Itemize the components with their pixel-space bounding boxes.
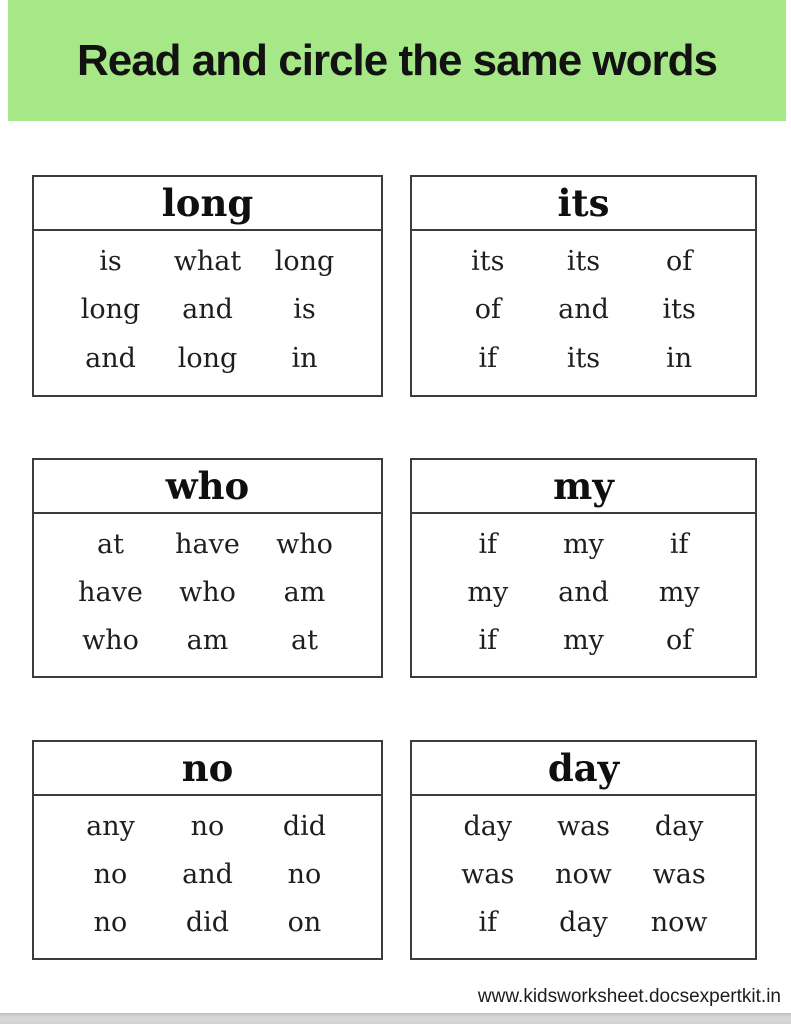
word-cell[interactable]: long [274, 245, 335, 277]
word-cell[interactable]: have [175, 528, 240, 560]
word-cell[interactable]: in [291, 343, 318, 375]
word-cell[interactable]: was [556, 810, 611, 842]
word-cell[interactable]: day [463, 810, 513, 842]
word-cell[interactable]: is [293, 294, 316, 326]
title-banner [8, 0, 786, 121]
word-cell[interactable]: who [179, 576, 236, 608]
word-cell[interactable]: if [478, 528, 498, 560]
word-cell[interactable]: and [182, 294, 233, 326]
target-word-no: no [34, 742, 381, 796]
word-cell[interactable]: of [666, 624, 693, 656]
target-word-my: my [412, 460, 755, 514]
word-cell[interactable]: and [558, 576, 609, 608]
word-cell[interactable]: long [177, 343, 238, 375]
word-cell[interactable]: in [666, 343, 693, 375]
word-cell[interactable]: long [80, 294, 141, 326]
word-cell[interactable]: no [93, 906, 128, 938]
word-cell[interactable]: am [186, 624, 229, 656]
target-word-long: long [34, 177, 381, 231]
target-word-day: day [412, 742, 755, 796]
word-cell[interactable]: did [185, 906, 230, 938]
word-cell[interactable]: if [478, 906, 498, 938]
word-cell[interactable]: of [474, 294, 501, 326]
word-cell[interactable]: at [97, 528, 124, 560]
word-cell[interactable]: and [182, 858, 233, 890]
word-cell[interactable]: on [287, 906, 322, 938]
word-cell[interactable]: is [99, 245, 122, 277]
word-cell[interactable]: my [467, 576, 509, 608]
word-box-long [32, 175, 383, 397]
word-cell[interactable]: what [173, 245, 242, 277]
word-box-day [410, 740, 757, 960]
footer-url: www.kidsworksheet.docsexpertkit.in [477, 986, 781, 1007]
word-cell[interactable]: am [283, 576, 326, 608]
word-grid-day [412, 796, 755, 958]
page-edge-strip [0, 1013, 791, 1024]
word-cell[interactable]: day [654, 810, 704, 842]
word-cell[interactable]: who [276, 528, 333, 560]
word-cell[interactable]: and [85, 343, 136, 375]
word-cell[interactable]: if [478, 343, 498, 375]
word-cell[interactable]: my [563, 624, 604, 656]
page-title: Read and circle the same words [76, 35, 718, 85]
word-cell[interactable]: day [559, 906, 608, 938]
word-cell[interactable]: have [78, 576, 143, 608]
word-cell[interactable]: my [658, 576, 700, 608]
word-grid-its [412, 231, 755, 395]
target-word-who: who [34, 460, 381, 514]
word-cell[interactable]: its [662, 294, 696, 326]
word-grid-no [34, 796, 381, 958]
word-cell[interactable]: now [555, 858, 612, 890]
word-grid-my [412, 514, 755, 676]
word-grid-long [34, 231, 381, 395]
word-box-who [32, 458, 383, 678]
target-word-its: its [412, 177, 755, 231]
word-cell[interactable]: now [650, 906, 708, 938]
word-cell[interactable]: if [669, 528, 689, 560]
word-cell[interactable]: its [566, 245, 601, 277]
word-cell[interactable]: at [291, 624, 318, 656]
word-cell[interactable]: and [558, 294, 609, 326]
word-cell[interactable]: my [563, 528, 604, 560]
word-cell[interactable]: no [287, 858, 322, 890]
word-cell[interactable]: no [190, 810, 225, 842]
word-box-no [32, 740, 383, 960]
word-grid-who [34, 514, 381, 676]
word-cell[interactable]: any [86, 810, 135, 842]
word-cell[interactable]: who [82, 624, 139, 656]
word-box-its [410, 175, 757, 397]
word-cell[interactable]: its [471, 245, 505, 277]
word-cell[interactable]: did [282, 810, 327, 842]
word-cell[interactable]: of [666, 245, 693, 277]
word-cell[interactable]: was [461, 858, 515, 890]
word-cell[interactable]: if [478, 624, 498, 656]
word-box-my [410, 458, 757, 678]
word-cell[interactable]: was [652, 858, 706, 890]
word-cell[interactable]: no [93, 858, 128, 890]
word-cell[interactable]: its [566, 343, 601, 375]
